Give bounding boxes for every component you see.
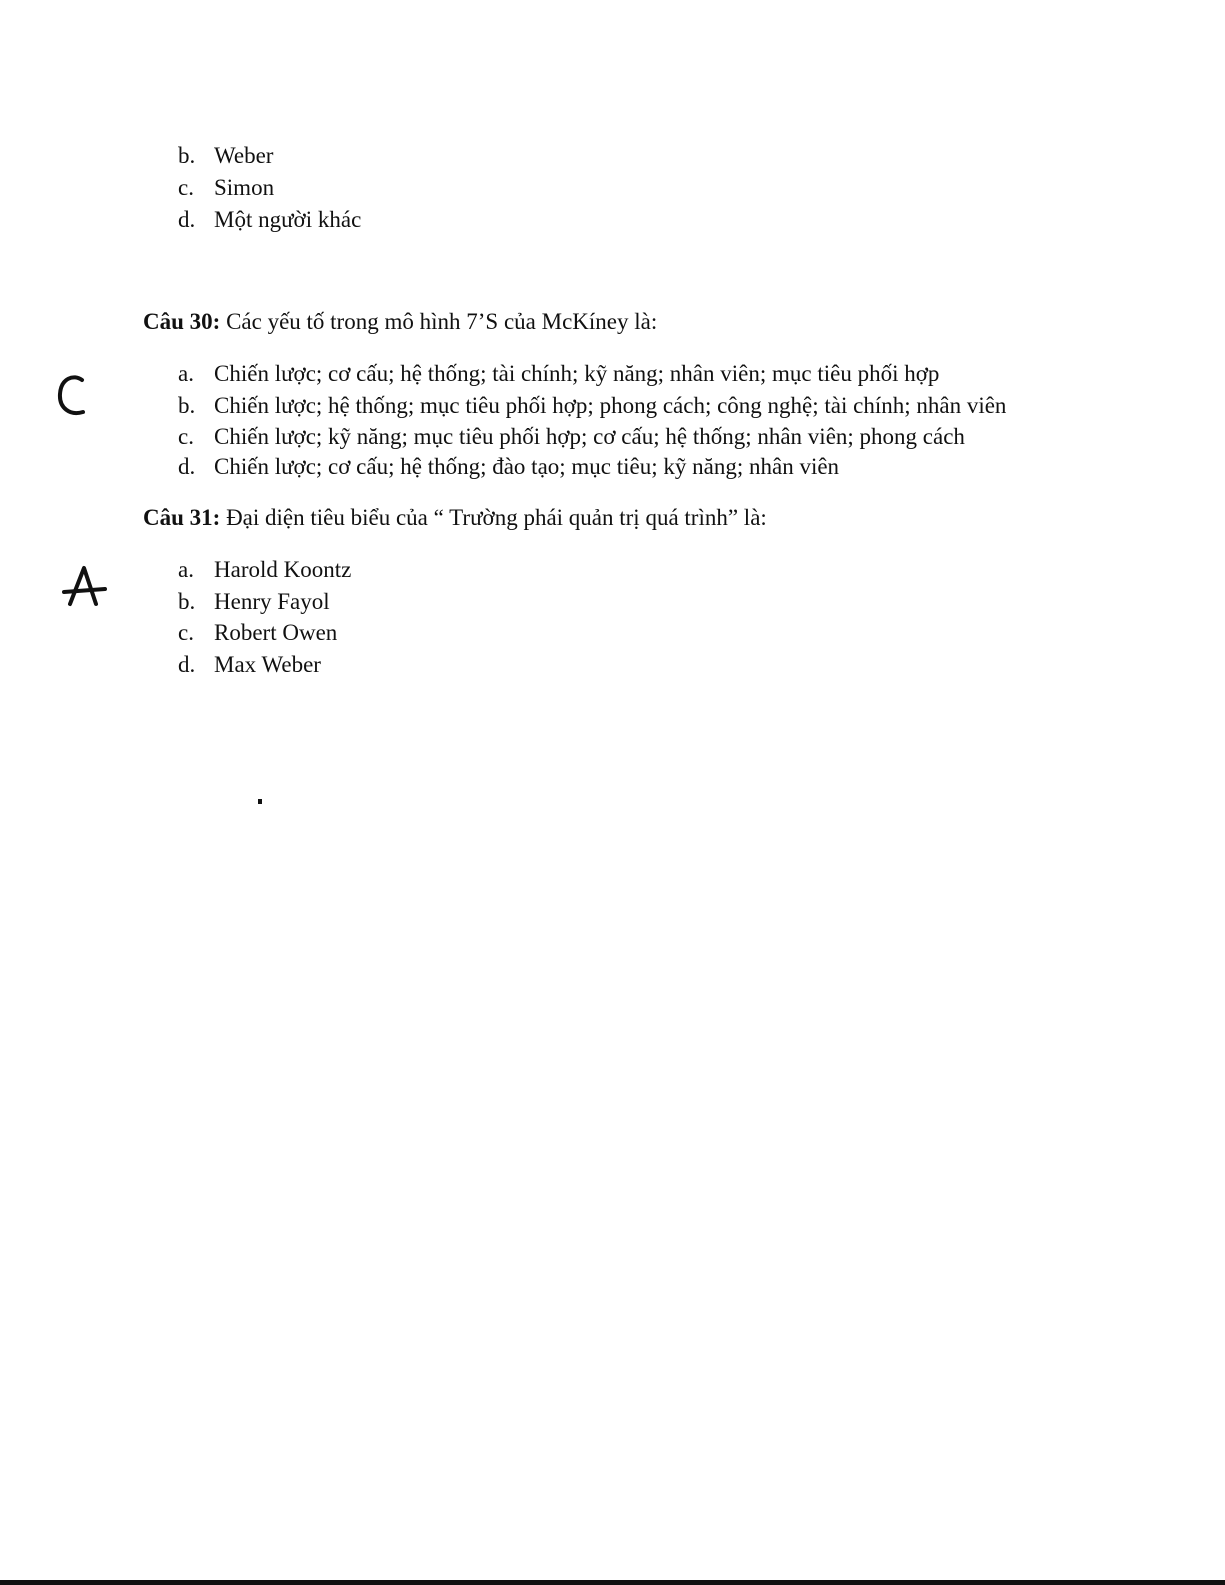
option-letter: b.	[178, 589, 196, 614]
option-letter: a.	[178, 361, 194, 386]
question-30-title	[143, 308, 657, 336]
question-31-label: Câu 31:	[143, 505, 221, 530]
question-31-text: Đại diện tiêu biểu của “ Trường phái quản trị quá trình” là:	[220, 505, 767, 530]
option-text: Một người khác	[214, 207, 362, 232]
option-letter: d.	[178, 207, 196, 232]
option-letter: b.	[178, 143, 196, 168]
option-letter: a.	[178, 557, 194, 582]
option-text: Henry Fayol	[214, 589, 330, 614]
option-text: Chiến lược; cơ cấu; hệ thống; đào tạo; mục tiêu; kỹ năng; nhân viên	[214, 454, 840, 479]
page-bottom-border	[0, 1580, 1225, 1585]
option-letter: c.	[178, 620, 194, 645]
option-text: Weber	[214, 143, 274, 168]
option-letter: c.	[178, 175, 194, 200]
option-text: Max Weber	[214, 652, 321, 677]
handwritten-answer-c-icon	[52, 372, 92, 422]
option-letter: d.	[178, 652, 196, 677]
question-30-text: Các yếu tố trong mô hình 7’S của McKíney là:	[220, 309, 658, 334]
question-30-label: Câu 30:	[143, 309, 221, 334]
question-31-title	[143, 504, 767, 532]
option-text: Chiến lược; cơ cấu; hệ thống; tài chính; kỹ năng; nhân viên; mục tiêu phối hợp	[214, 361, 940, 386]
option-letter: b.	[178, 393, 196, 418]
handwritten-answer-a-icon	[60, 562, 110, 610]
option-text: Harold Koontz	[214, 557, 352, 582]
option-text: Simon	[214, 175, 275, 200]
option-letter: c.	[178, 424, 194, 449]
option-text: Robert Owen	[214, 620, 338, 645]
option-text: Chiến lược; hệ thống; mục tiêu phối hợp; phong cách; công nghệ; tài chính; nhân viên	[214, 393, 1007, 418]
stray-dot	[258, 799, 262, 804]
option-letter: d.	[178, 454, 196, 479]
option-text: Chiến lược; kỹ năng; mục tiêu phối hợp; cơ cấu; hệ thống; nhân viên; phong cách	[214, 424, 965, 449]
